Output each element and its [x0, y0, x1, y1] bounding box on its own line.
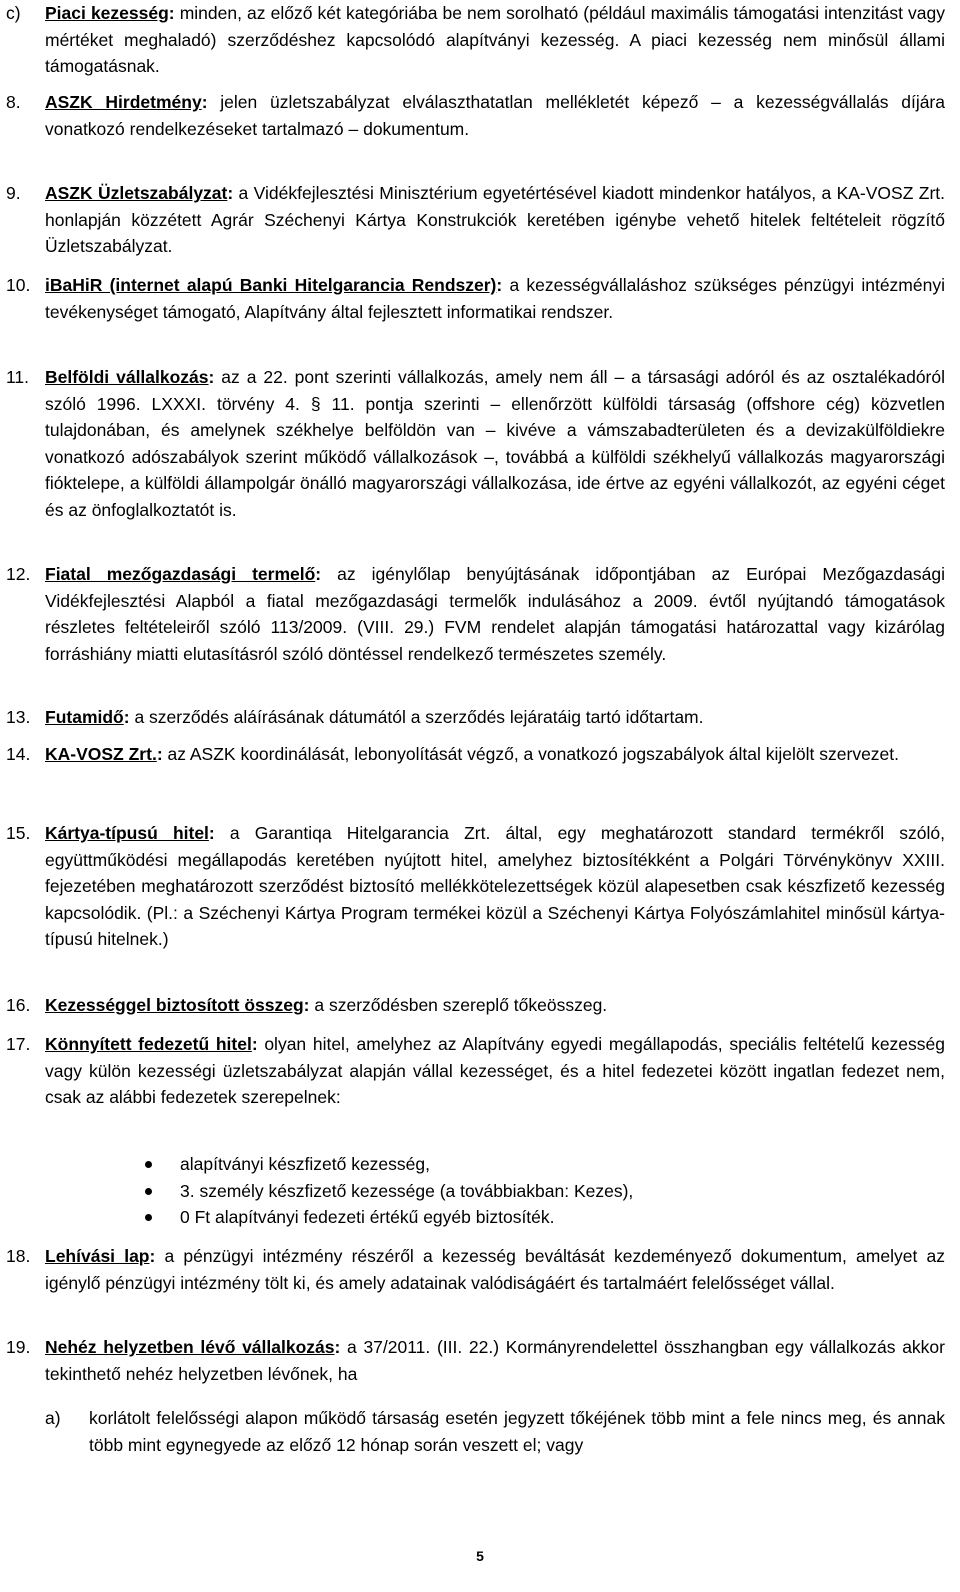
sub-item-text: korlátolt felelősségi alapon működő társaság esetén jegyzett tőkéjének több mint a fele nincs meg, és annak több mint egynegyede az előző 12 hónap során veszett el; vagy	[89, 1408, 945, 1455]
list-item: 3. személy készfizető kezessége (a továbbiakban: Kezes),	[0, 1178, 960, 1205]
definition-text: a Garantiqa Hitelgarancia Zrt. által, egy meghatározott standard termékről szóló, együttműködési megállapodás keretében nyújtott hitel, amelyhez biztosítékként a Polgári Törvénykönyv XXIII. fejezetében meghatározott szerződést biztosító mellékkötelezettségek közül alapesetben csak készfizető kezesség kapcsolódik. (Pl.: a Széchenyi Kártya Program termékei közül a Széchenyi Kártya Folyószámlahitel minősül kártya-típusú hitelnek.)	[45, 823, 945, 949]
definition-term: Piaci kezesség	[45, 3, 169, 23]
collateral-bullet-list	[0, 1151, 960, 1231]
definition-term: Nehéz helyzetben lévő vállalkozás	[45, 1337, 335, 1357]
item-number: 11.	[6, 367, 30, 387]
document-page: c) Piaci kezesség: minden, az előző két kategóriába be nem sorolható (például maximális támogatási intenzitást vagy mértéket meghaladó) szerződéshez kapcsolódó alapítványi kezesség. A piaci kezesség nem minősül állami támogatásnak. 8. ASZK Hirdetmény: jelen üzletszabályzat elválaszthatatlan mellékletét képező – a kezességvállalás díjára vonatkozó rendelkezéseket tartalmazó – dokumentum. 9. ASZK Üzletszabályzat: a Vidékfejlesztési Minisztérium egyetértésével kiadott mindenkor hatályos, a KA-VOSZ Zrt. honlapján közzétett Agrár Széchenyi Kártya Konstrukciók keretében igénybe vehető hitelek feltételeit rögzítő Üzletszabályzat. 10. iBaHiR (internet alapú Banki Hitelgarancia Rendszer): a kezességvállaláshoz szükséges pénzügyi intézményi tevékenységet támogató, Alapítvány által fejlesztett informatikai rendszer. 11. Belföldi vállalkozás: az a 22. pont szerinti vállalkozás, amely nem áll – a társasági adóról és az osztalékadóról szóló 1996. LXXXI. törvény 4. § 11. pontja szerinti – ellenőrzött külföldi társaság (offshore cég) közvetlen tulajdonában, és amelynek székhelye belföldön van – kivéve a vámszabadterületen és a devizakülföldiekre vonatkozó adószabályok szerint működő vállalkozások –, továbbá a külföldi székhelyű vállalkozás magyarországi fióktelepe, a külföldi állampolgár önálló magyarországi vállalkozása, ide értve az egyéni vállalkozót, az egyéni céget és az önfoglalkoztatót is. 12. Fiatal mezőgazdasági termelő: az igénylőlap benyújtásának időpontjában az Európai Mezőgazdasági Vidékfejlesztési Alapból a fiatal mezőgazdasági termelők indulásához a 2009. évtől nyújtandó támogatások részletes feltételeiről szóló 113/2009. (VIII. 29.) FVM rendelet alapján támogatási határozattal vagy kizárólag forráshiány miatti elutasításról szóló döntéssel rendelkező természetes személy. 13. Futamidő: a szerződés aláírásának dátumától a szerződés lejáratáig tartó időtartam. 14. KA-VOSZ Zrt.: az ASZK koordinálását, lebonyolítását végző, a vonatkozó jogszabályok által kijelölt szervezet. 15. Kártya-típusú hitel: a Garantiqa Hitelgarancia Zrt. által, egy meghatározott standard termékről szóló, együttműködési megállapodás keretében nyújtott hitel, amelyhez biztosítékként a Polgári Törvénykönyv XXIII. fejezetében meghatározott szerződést biztosító mellékkötelezettségek közül alapesetben csak készfizető kezesség kapcsolódik. (Pl.: a Széchenyi Kártya Program termékei közül a Széchenyi Kártya Folyószámlahitel minősül kártya-típusú hitelnek.) 16. Kezességgel biztosított összeg: a szerződésben szereplő tőkeösszeg. 17. Könnyített fedezetű hitel: olyan hitel, amelyhez az Alapítvány egyedi megállapodás, speciális feltételű kezesség vagy külön kezességi üzletszabályzat alapján vállal kezességet, és a hitel fedezetei között ingatlan fedezet nem, csak az alábbi fedezetek szerepelnek: alapítványi készfizető kezesség, 3. személy készfizető kezessége (a továbbiakban: Kezes), 0 Ft alapítványi fedezeti értékű egyéb biztosíték. 18. Lehívási lap: a pénzügyi intézmény részéről a kezesség beváltását kezdeményező dokumentum, amelyet az igénylő pénzügyi intézmény tölt ki, és amely adatainak valódiságáért és tartalmáért felelősséget vállal. 19. Nehéz helyzetben lévő vállalkozás: a 37/2011. (III. 22.) Kormányrendelettel összhangban egy vállalkozás akkor tekinthető nehéz helyzetben lévőnek, ha a) korlátolt felelősségi alapon működő társaság esetén jegyzett tőkéjének több mint a fele nincs meg, és annak több mint egynegyede az előző 12 hónap során veszett el; vagy 5	[0, 0, 960, 1592]
item-number: 19.	[6, 1337, 31, 1357]
definition-term: Belföldi vállalkozás	[45, 367, 209, 387]
bullet-icon	[145, 1161, 152, 1168]
list-item: 0 Ft alapítványi fedezeti értékű egyéb biztosíték.	[0, 1204, 960, 1231]
definition-text: olyan hitel, amelyhez az Alapítvány egyedi megállapodás, speciális feltételű kezesség vagy külön kezességi üzletszabályzat alapján vállal kezességet, és a hitel fedezetei között ingatlan fedezet nem, csak az alábbi fedezetek szerepelnek:	[45, 1034, 946, 1107]
definition-text: az igénylőlap benyújtásának időpontjában az Európai Mezőgazdasági Vidékfejlesztési Alapból a fiatal mezőgazdasági termelők indulásához a 2009. évtől nyújtandó támogatások részletes feltételeiről szóló 113/2009. (VIII. 29.) FVM rendelet alapján támogatási határozattal vagy kizárólag forráshiány miatti elutasításról szóló döntéssel rendelkező természetes személy.	[45, 564, 945, 664]
item-number: 12.	[6, 564, 31, 584]
item-number: 17.	[6, 1034, 31, 1054]
definition-term: ASZK Üzletszabályzat	[45, 183, 228, 203]
item-number: 16.	[6, 995, 31, 1015]
item-number: 8.	[6, 92, 21, 112]
item-number: 10.	[6, 275, 31, 295]
definition-term: KA-VOSZ Zrt.	[45, 744, 157, 764]
item-number: 9.	[6, 183, 21, 203]
definition-text: az ASZK koordinálását, lebonyolítását végző, a vonatkozó jogszabályok által kijelölt szervezet.	[162, 744, 900, 764]
definition-term: Futamidő	[45, 707, 124, 727]
definition-text: a pénzügyi intézmény részéről a kezesség beváltását kezdeményező dokumentum, amelyet az igénylő pénzügyi intézmény tölt ki, és amely adatainak valódiságáért és tartalmáért felelősséget vállal.	[45, 1246, 945, 1293]
definition-text: a kezességvállaláshoz szükséges pénzügyi intézményi tevékenységet támogató, Alapítvány által fejlesztett informatikai rendszer.	[45, 275, 945, 322]
definition-term: ASZK Hirdetmény	[45, 92, 202, 112]
list-item: alapítványi készfizető kezesség,	[0, 1151, 960, 1178]
definition-term: Kártya-típusú hitel	[45, 823, 209, 843]
item-number: c)	[6, 3, 21, 23]
bullet-icon	[145, 1214, 152, 1221]
definition-text: a szerződésben szereplő tőkeösszeg.	[309, 995, 608, 1015]
page-number: 5	[476, 1548, 484, 1564]
definition-text: a 37/2011. (III. 22.) Kormányrendelettel összhangban egy vállalkozás akkor tekinthető nehéz helyzetben lévőnek, ha	[45, 1337, 945, 1384]
definition-term: Kezességgel biztosított összeg	[45, 995, 304, 1015]
definition-term: Könnyített fedezetű hitel	[45, 1034, 252, 1054]
definition-text: a szerződés aláírásának dátumától a szerződés lejáratáig tartó időtartam.	[129, 707, 704, 727]
definition-term: iBaHiR (internet alapú Banki Hitelgarancia Rendszer)	[45, 275, 497, 295]
item-number: 14.	[6, 744, 31, 764]
item-number: 13.	[6, 707, 31, 727]
definition-term: Fiatal mezőgazdasági termelő	[45, 564, 316, 584]
definition-term: Lehívási lap	[45, 1246, 150, 1266]
sub-item-number: a)	[45, 1408, 61, 1428]
definition-text: az a 22. pont szerinti vállalkozás, amely nem áll – a társasági adóról és az osztalékadóról szóló 1996. LXXXI. törvény 4. § 11. pontja szerinti – ellenőrzött külföldi társaság (offshore cég) közvetlen tulajdonában, és amelynek székhelye belföldön van – kivéve a vámszabadterületen és a devizakülföldiekre vonatkozó adószabályok szerint működő vállalkozások –, továbbá a külföldi székhelyű vállalkozás magyarországi fióktelepe, a külföldi állampolgár önálló magyarországi vállalkozása, ide értve az egyéni vállalkozót, az egyéni céget és az önfoglalkoztatót is.	[45, 367, 945, 520]
definition-text: minden, az előző két kategóriába be nem sorolható (például maximális támogatási intenzitást vagy mértéket meghaladó) szerződéshez kapcsolódó alapítványi kezesség. A piaci kezesség nem minősül állami támogatásnak.	[45, 3, 946, 76]
item-number: 15.	[6, 823, 31, 843]
bullet-icon	[145, 1188, 152, 1195]
definition-text: jelen üzletszabályzat elválaszthatatlan mellékletét képező – a kezességvállalás díjára vonatkozó rendelkezéseket tartalmazó – dokumentum.	[45, 92, 945, 139]
definition-text: a Vidékfejlesztési Minisztérium egyetértésével kiadott mindenkor hatályos, a KA-VOSZ Zrt. honlapján közzétett Agrár Széchenyi Kártya Konstrukciók keretében igénybe vehető hitelek feltételeit rögzítő Üzletszabályzat.	[45, 183, 945, 256]
item-number: 18.	[6, 1246, 31, 1266]
